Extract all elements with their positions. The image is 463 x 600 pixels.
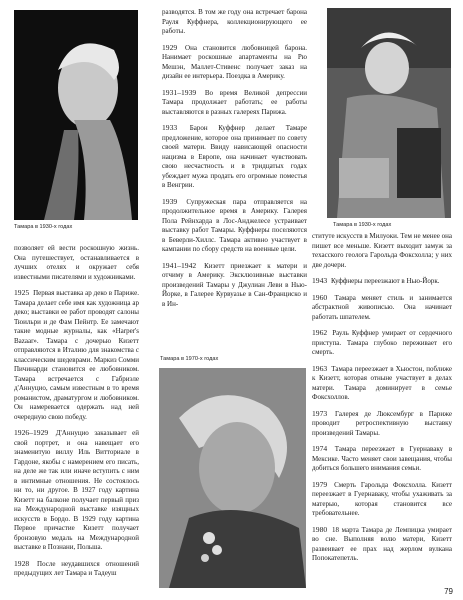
col2-year: 1929 [162, 42, 178, 52]
col2-year: 1933 [162, 123, 178, 132]
col3-text: Тамара переезжает в Хьюстон, поближе к Кизетт, которая отныне участвует в делах матери. Тамара доминирует в семье Фоксхоллов. [312, 364, 453, 401]
col2-text: Кизетт приезжает к матери и отчиму в Америку. Эксклюзивные выставки произведений Тамары у Джулиан Леви в Нью-Йорке, в Галерее Курвуазье в Сан-Франциско и в Ин- [162, 261, 307, 308]
col3-text: Смерть Гарольда Фоксхолла. Кизетт переезжает в Гуернаваку, чтобы ухаживать за матерью, которая становится все требовательнее. [312, 480, 452, 517]
col2-year: 1939 [162, 196, 178, 206]
photo-tamara-1930s-left [14, 10, 138, 220]
col2-text: Барон Куффнер делает Тамаре предложение, которое она принимает по совету своей матери. Ввиду нависающей опасности нацизма в Европе, она начинает чувствовать свою несчастность и в тридцатых годах убеждает мужа продать его огромные поместья в Венгрии. [162, 124, 308, 189]
photo-tamara-1970s [159, 368, 306, 588]
col3-text: Тамара переезжает в Гуернаваку в Мексике. Часто меняет свои завещания, чтобы добиться большего внимания семьи. [312, 445, 452, 472]
column-3 [312, 232, 452, 570]
col3-entry-1943 [312, 276, 452, 287]
col2-year: 1941–1942 [162, 260, 197, 270]
col3-year: 1963 [312, 363, 328, 373]
col3-entry-1974 [312, 444, 452, 474]
col1-entry-1926 [14, 428, 139, 553]
col3-year: 1962 [312, 328, 328, 337]
col3-year: 1943 [312, 276, 328, 285]
col1-year: 1926–1929 [14, 428, 49, 437]
col3-text: 18 марта Тамара де Лемпицка умирает во сне. Выполняя волю матери, Кизетт развеивает ее прах над жерлом вулкана Попокатепетль. [312, 525, 453, 562]
col3-entry-1980 [312, 525, 452, 564]
col3-text: Куффнеры переезжают в Нью-Йорк. [330, 277, 440, 285]
col1-intro: позволяет ей вести роскошную жизнь. Она путешествует, останавливается в лучших отелях и окружает себя известными писателями и художниками. [14, 244, 139, 281]
col3-text: Рауль Куффнер умирает от сердечного приступа. Тамара глубоко переживает его смерть. [312, 329, 452, 356]
col3-entry-1963 [312, 364, 452, 403]
col2-entry-1941 [162, 261, 307, 310]
col3-entry-1962 [312, 328, 452, 358]
col3-text: Галерея де Люксембург в Париже проводит ретроспективную выставку произведений Тамары. [312, 409, 452, 437]
col1-year: 1925 [14, 288, 30, 297]
col1-text: Первая выставка ар деко в Париже. Тамара делает себе имя как художница ар деко; выставки ее работ проводят салоны Тюильри и де Фам Пейнтр. Ее замечают такие модные журналы, как «Harper's Bazaar». Тамара с дочерью Кизетт отправляются в Италию для знакомства с классическим шедеврами. Маркиз Сомми Пичинарди становится ее любовником. Тамара встречается с Габриэле д'Аннуцио, самым известным в то время романистом, драматургом и любовником. Он намеревается одержать над ней очередную свою победу. [14, 289, 139, 421]
caption-right-photo: Тамара в 1930-х годах [333, 222, 392, 228]
col2-entry-1933 [162, 123, 307, 191]
caption-left-photo: Тамара в 1930-х годах [14, 224, 73, 230]
col3-year: 1973 [312, 408, 328, 418]
col2-text: Супружеская пара отправляется на продолжительное время в Америку. Галерея Пола Рейнхарда в Лос-Анджелесе устраивает выставку работ Тамары. Куффнеры поселяются в Беверли-Хиллс. Тамара активно участвует в кампании по сбору средств на военные цели. [162, 197, 307, 253]
col2-year: 1931–1939 [162, 87, 197, 97]
col3-year: 1979 [312, 479, 328, 489]
col3-intro: ституте искусств в Милуоки. Тем не менее она пишет все меньше. Кизетт выходит замуж за техасского геолога Гарольда Фоксхолла; у них две дочери. [312, 232, 452, 269]
col2-entry-1929 [162, 43, 307, 82]
photo-tamara-1930s-right [327, 8, 451, 218]
col3-entry-1979 [312, 480, 452, 519]
column-1 [14, 244, 139, 585]
col2-text: Во время Великой депрессии Тамара продолжает работать; ее работы выставляются в разных галереях Парижа. [162, 88, 307, 116]
col3-year: 1960 [312, 292, 328, 302]
page-number: 79 [444, 587, 453, 596]
col2-intro: разводятся. В том же году она встречает барона Рауля Куффнера, коллекционирующего ее работы. [162, 8, 307, 35]
col2-entry-1931 [162, 88, 307, 118]
column-2 [162, 8, 307, 315]
col1-text: Д'Аннуцио заказывает ей свой портрет, и она навещает его знаменитую виллу Иль Витториале в Гардоне, якобы с намерением его писать, на деле же так или иначе вступить с ним в интимные отношения. Не состоялось ни то, ни другое. В 1927 году картина Кизетт на балконе получает первый приз на Международной выставке изящных искусств в Бордо. В 1929 году картина Первое причастие Кизетт получает бронзовую медаль на Международной выставке в Познани, Польша. [14, 429, 139, 551]
col3-entry-1973 [312, 409, 452, 439]
col1-entry-1928 [14, 559, 139, 579]
col3-text: Тамара меняет стиль и занимается абстрактной живописью. Она начинает работать шпателем. [312, 293, 453, 321]
col3-year: 1974 [312, 444, 328, 453]
col3-year: 1980 [312, 524, 328, 534]
col1-entry-1925 [14, 288, 139, 422]
col3-entry-1960 [312, 293, 452, 323]
col1-text: После неудавшихся отношений предыдущих лет Тамара и Тадеуш [14, 559, 140, 577]
col2-text: Она становится любовницей барона. Нанимает роскошные апартаменты на Рю Мешэн, Маллет-Стивенс получает заказ на дизайн ее интерьера. Поездка в Америку. [162, 43, 307, 80]
col2-entry-1939 [162, 197, 307, 255]
col1-year: 1928 [14, 558, 30, 568]
caption-middle-photo: Тамара в 1970-х годах [160, 356, 219, 362]
